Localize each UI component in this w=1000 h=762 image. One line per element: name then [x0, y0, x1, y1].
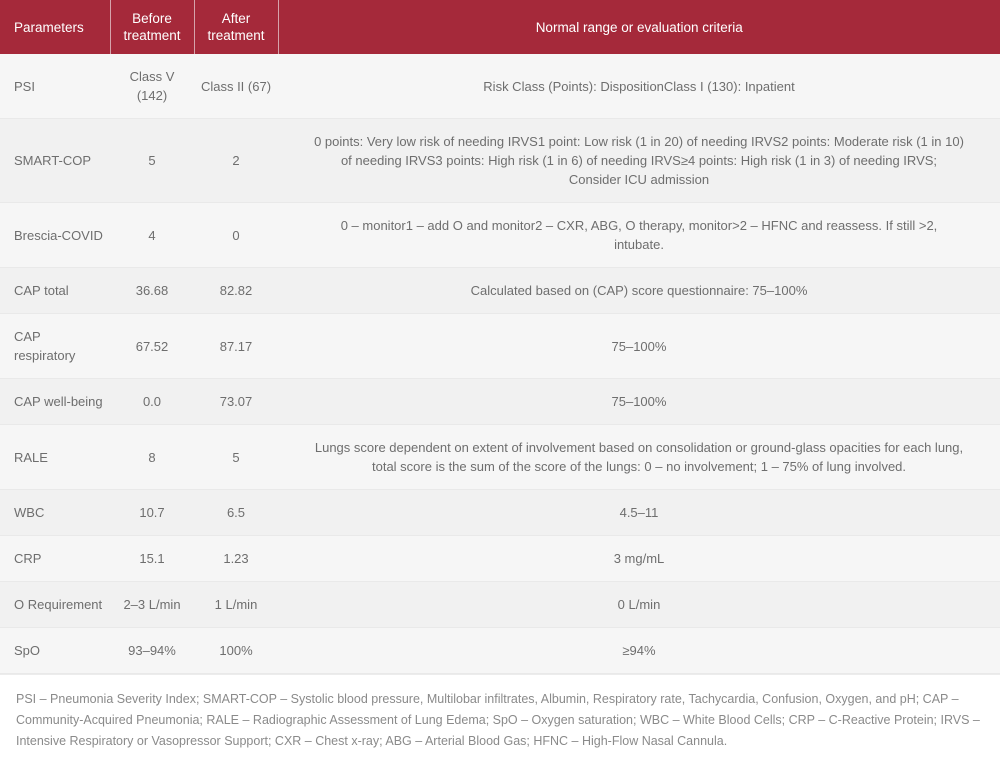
cell-parameter: CAP total — [0, 268, 110, 314]
table-row — [0, 119, 1000, 203]
cell-parameter: Brescia-COVID — [0, 203, 110, 268]
cell-criteria: Calculated based on (CAP) score questionnaire: 75–100% — [278, 268, 1000, 314]
cell-before-treatment: Class V (142) — [110, 54, 194, 119]
table-footnote — [0, 674, 1000, 762]
cell-criteria: 3 mg/mL — [278, 536, 1000, 582]
cell-after-treatment: Class II (67) — [194, 54, 278, 119]
cell-parameter: SpO — [0, 628, 110, 674]
cell-after-treatment: 5 — [194, 425, 278, 490]
cell-before-treatment: 10.7 — [110, 490, 194, 536]
cell-criteria: 75–100% — [278, 379, 1000, 425]
cell-criteria: 4.5–11 — [278, 490, 1000, 536]
cell-criteria: 0 points: Very low risk of needing IRVS1 point: Low risk (1 in 20) of needing IRVS2 points: Moderate risk (1 in 10) of needing IRVS3 points: High risk (1 in 6) of needing IRVS≥4 points: High risk (1 in 3) of needing IRVS; Consider ICU admission — [278, 119, 1000, 203]
table-row — [0, 582, 1000, 628]
cell-before-treatment: 36.68 — [110, 268, 194, 314]
cell-parameter: RALE — [0, 425, 110, 490]
cell-after-treatment: 1 L/min — [194, 582, 278, 628]
table-row — [0, 628, 1000, 674]
cell-after-treatment: 0 — [194, 203, 278, 268]
column-header-after-treatment: After treatment — [194, 0, 278, 54]
table-row — [0, 314, 1000, 379]
cell-after-treatment: 6.5 — [194, 490, 278, 536]
cell-before-treatment: 93–94% — [110, 628, 194, 674]
table-row — [0, 536, 1000, 582]
cell-before-treatment: 8 — [110, 425, 194, 490]
table-row — [0, 54, 1000, 119]
table-row — [0, 425, 1000, 490]
cell-before-treatment: 4 — [110, 203, 194, 268]
cell-after-treatment: 1.23 — [194, 536, 278, 582]
cell-before-treatment: 15.1 — [110, 536, 194, 582]
table-row — [0, 268, 1000, 314]
cell-criteria: Lungs score dependent on extent of involvement based on consolidation or ground-glass opacities for each lung, total score is the sum of the score of the lungs: 0 – no involvement; 1 – 75% of lung involved. — [278, 425, 1000, 490]
table-header-row — [0, 0, 1000, 54]
cell-criteria: Risk Class (Points): DispositionClass I (130): Inpatient — [278, 54, 1000, 119]
table-row — [0, 203, 1000, 268]
cell-before-treatment: 67.52 — [110, 314, 194, 379]
cell-parameter: CRP — [0, 536, 110, 582]
cell-after-treatment: 73.07 — [194, 379, 278, 425]
cell-after-treatment: 82.82 — [194, 268, 278, 314]
cell-criteria: 0 – monitor1 – add O and monitor2 – CXR, ABG, O therapy, monitor>2 – HFNC and reassess. If still >2, intubate. — [278, 203, 1000, 268]
cell-parameter: SMART-COP — [0, 119, 110, 203]
column-header-criteria: Normal range or evaluation criteria — [278, 0, 1000, 54]
table-header — [0, 0, 1000, 54]
column-header-parameters: Parameters — [0, 0, 110, 54]
cell-criteria: 0 L/min — [278, 582, 1000, 628]
cell-parameter: WBC — [0, 490, 110, 536]
table-body — [0, 54, 1000, 674]
cell-after-treatment: 87.17 — [194, 314, 278, 379]
cell-before-treatment: 5 — [110, 119, 194, 203]
table-row — [0, 379, 1000, 425]
footnote-text: PSI – Pneumonia Severity Index; SMART-COP – Systolic blood pressure, Multilobar infiltrates, Albumin, Respiratory rate, Tachycardia, Confusion, Oxygen, and pH; CAP – Community-Acquired Pneumonia; RALE – Radiographic Assessment of Lung Edema; SpO – Oxygen saturation; WBC – White Blood Cells; CRP – C-Reactive Protein; IRVS – Intensive Respiratory or Vasopressor Support; CXR – Chest x-ray; ABG – Arterial Blood Gas; HFNC – High-Flow Nasal Cannula. — [16, 692, 980, 748]
cell-parameter: CAP well-being — [0, 379, 110, 425]
cell-after-treatment: 100% — [194, 628, 278, 674]
cell-criteria: ≥94% — [278, 628, 1000, 674]
column-header-before-treatment: Before treatment — [110, 0, 194, 54]
cell-before-treatment: 2–3 L/min — [110, 582, 194, 628]
cell-criteria: 75–100% — [278, 314, 1000, 379]
cell-parameter: O Requirement — [0, 582, 110, 628]
cell-parameter: PSI — [0, 54, 110, 119]
cell-parameter: CAP respiratory — [0, 314, 110, 379]
cell-after-treatment: 2 — [194, 119, 278, 203]
cell-before-treatment: 0.0 — [110, 379, 194, 425]
table-row — [0, 490, 1000, 536]
